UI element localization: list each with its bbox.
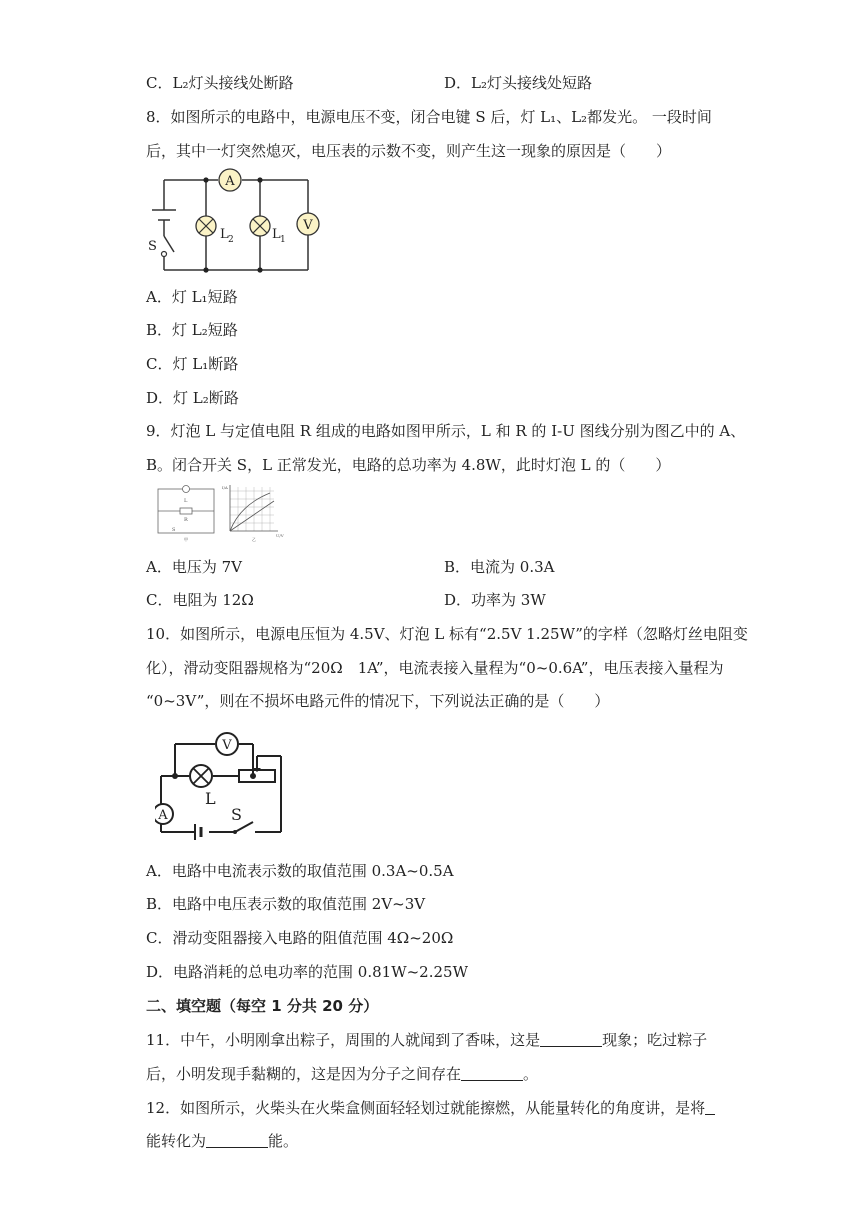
q11-line1-a: 11．中午，小明刚拿出粽子，周围的人就闻到了香味，这是	[146, 1031, 541, 1049]
q9-label-jia: 甲	[184, 537, 188, 542]
q9-yaxis-label: I/A	[222, 485, 228, 490]
q10-stem-line2: 化），滑动变阻器规格为“20Ω 1A”，电流表接入量程为“0~0.6A”，电压表接入量程为	[146, 659, 724, 677]
q10-option-c: C．滑动变阻器接入电路的阻值范围 4Ω~20Ω	[146, 929, 454, 947]
q10-ammeter-label: A	[158, 808, 168, 823]
q8-lamp1-sub: 1	[280, 235, 286, 245]
q11-line2-b: 。	[523, 1065, 539, 1083]
q9-switch-label: S	[172, 527, 176, 533]
q9-option-b: B．电流为 0.3A	[444, 558, 555, 576]
q8-switch-label: S	[148, 239, 157, 254]
q9-stem-line2: B。闭合开关 S，L 正常发光，电路的总功率为 4.8W，此时灯泡 L 的（ ）	[146, 456, 671, 474]
q8-lamp2-label: L	[220, 227, 229, 242]
q10-lamp-label: L	[205, 789, 216, 808]
q11-line1	[146, 1030, 707, 1050]
q10-stem-line3: “0~3V”，则在不损坏电路元件的情况下，下列说法正确的是（ ）	[146, 692, 610, 710]
q9-xaxis-label: U/V	[276, 533, 284, 538]
section2-title: 二、填空题（每空 1 分共 20 分）	[146, 997, 379, 1015]
q11-blank-2[interactable]	[461, 1065, 523, 1081]
q10-voltmeter-label: V	[222, 738, 232, 753]
q11-line1-b: 现象；吃过粽子	[602, 1031, 708, 1049]
q9-option-a: A．电压为 7V	[146, 558, 242, 576]
q9-resistor-label: R	[184, 517, 188, 523]
q7-option-c: C．L₂灯头接线处断路	[146, 74, 294, 92]
q12-blank-1[interactable]	[705, 1099, 715, 1115]
q12-line1	[146, 1098, 715, 1118]
q9-figure	[150, 481, 290, 543]
q9-lamp-label: L	[184, 498, 188, 504]
q10-option-b: B．电路中电压表示数的取值范围 2V~3V	[146, 895, 426, 913]
q10-option-d: D．电路消耗的总电功率的范围 0.81W~2.25W	[146, 963, 468, 981]
q9-label-yi: 乙	[252, 537, 256, 542]
q11-line2-a: 后，小明发现手黏糊的，这是因为分子之间存在	[146, 1065, 462, 1083]
q10-circuit-figure	[155, 730, 290, 842]
q12-line2-b: 能。	[268, 1132, 299, 1150]
q12-line2-a: 能转化为	[146, 1132, 207, 1150]
q9-option-d: D．功率为 3W	[444, 591, 546, 609]
q9-option-c: C．电阻为 12Ω	[146, 591, 254, 609]
q11-blank-1[interactable]	[540, 1031, 602, 1047]
q11-line2	[146, 1064, 538, 1084]
q8-circuit-figure	[140, 168, 330, 278]
q10-option-a: A．电路中电流表示数的取值范围 0.3A~0.5A	[146, 862, 454, 880]
q8-option-a: A．灯 L₁短路	[146, 288, 238, 306]
q8-ammeter-label: A	[225, 174, 235, 189]
q12-line1-text: 12．如图所示，火柴头在火柴盒侧面轻轻划过就能擦燃，从能量转化的角度讲，是将	[146, 1099, 706, 1117]
q8-lamp1-label: L	[272, 227, 281, 242]
q8-option-d: D．灯 L₂断路	[146, 389, 239, 407]
q12-line2	[146, 1131, 298, 1151]
q8-lamp2-sub: 2	[228, 235, 234, 245]
q9-stem-line1: 9．灯泡 L 与定值电阻 R 组成的电路如图甲所示，L 和 R 的 I-U 图线分别为图乙中的 A、	[146, 422, 746, 440]
q8-stem-line2: 后，其中一灯突然熄灭，电压表的示数不变，则产生这一现象的原因是（ ）	[146, 142, 672, 160]
q7-option-d: D．L₂灯头接线处短路	[444, 74, 593, 92]
q10-switch-label: S	[231, 805, 242, 824]
q8-option-b: B．灯 L₂短路	[146, 321, 238, 339]
q8-option-c: C．灯 L₁断路	[146, 355, 239, 373]
q12-blank-2[interactable]	[206, 1132, 268, 1148]
q8-voltmeter-label: V	[303, 218, 313, 233]
q8-stem-line1: 8．如图所示的电路中，电源电压不变，闭合电键 S 后，灯 L₁、L₂都发光。 一段时间	[146, 108, 712, 126]
q10-stem-line1: 10．如图所示，电源电压恒为 4.5V、灯泡 L 标有“2.5V 1.25W”的字样（忽略灯丝电阻变	[146, 625, 748, 643]
